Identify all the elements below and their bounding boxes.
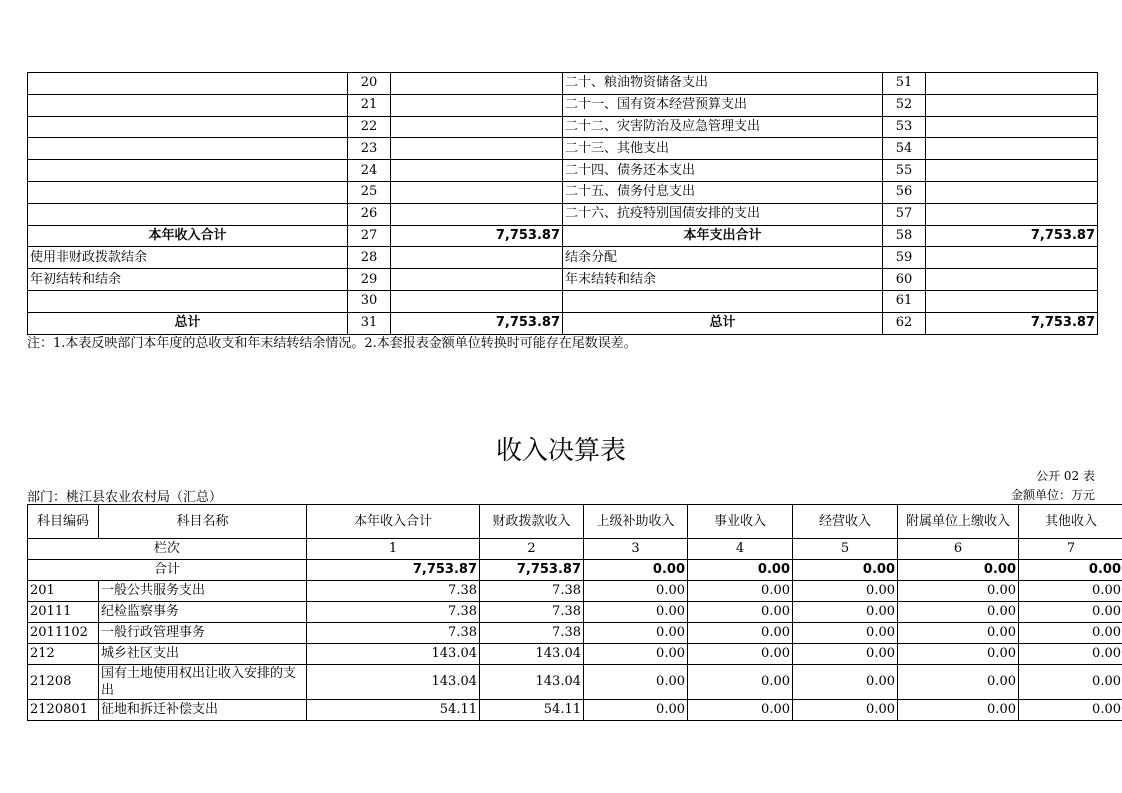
total-value: 0.00: [793, 560, 898, 581]
income-amount: [391, 116, 563, 138]
amount-cell: 143.04: [480, 665, 584, 700]
income-amount: [391, 138, 563, 160]
income-item-label: [28, 94, 348, 116]
amount-cell: 0.00: [898, 700, 1019, 721]
expense-row-number: 55: [883, 160, 926, 182]
amount-cell: 0.00: [898, 602, 1019, 623]
column-header: 上级补助收入: [584, 505, 688, 539]
income-row-number: 25: [348, 181, 391, 203]
expense-item-label: 二十四、债务还本支出: [563, 160, 883, 182]
income-table-body: [28, 505, 1122, 721]
amount-cell: 0.00: [688, 700, 793, 721]
expense-item-label: 二十六、抗疫特别国债安排的支出: [563, 203, 883, 225]
amount-cell: 0.00: [793, 623, 898, 644]
column-number: 7: [1019, 539, 1122, 560]
total-row: [28, 560, 1122, 581]
table-row: [28, 290, 1098, 312]
subject-name: 城乡社区支出: [99, 644, 307, 665]
expense-row-number: 60: [883, 269, 926, 291]
table-note: 注：1.本表反映部门本年度的总收支和年末结转结余情况。2.本套报表金额单位转换时可能存在尾数误差。: [27, 336, 637, 351]
income-item-label: [28, 73, 348, 95]
amount-cell: 0.00: [793, 665, 898, 700]
income-amount: [391, 290, 563, 312]
expense-row-number: 53: [883, 116, 926, 138]
table-row: [28, 225, 1098, 247]
table-row: [28, 73, 1098, 95]
amount-cell: 0.00: [898, 623, 1019, 644]
subject-name: 国有土地使用权出让收入安排的支出: [99, 665, 307, 700]
amount-cell: 0.00: [1019, 602, 1122, 623]
total-label: 合计: [28, 560, 307, 581]
table-code: 公开 02 表: [1036, 469, 1095, 483]
expense-amount: 7,753.87: [926, 225, 1098, 247]
total-value: 0.00: [584, 560, 688, 581]
income-row-number: 27: [348, 225, 391, 247]
amount-cell: 0.00: [898, 581, 1019, 602]
subject-code: 212: [28, 644, 99, 665]
income-item-label: 总计: [28, 312, 348, 334]
income-amount: [391, 181, 563, 203]
column-header: 经营收入: [793, 505, 898, 539]
expense-row-number: 62: [883, 312, 926, 334]
amount-cell: 7.38: [307, 602, 480, 623]
expense-amount: [926, 116, 1098, 138]
amount-cell: 0.00: [1019, 581, 1122, 602]
amount-cell: 143.04: [307, 644, 480, 665]
total-value: 0.00: [1019, 560, 1122, 581]
column-header: 本年收入合计: [307, 505, 480, 539]
expense-amount: [926, 94, 1098, 116]
table-row: [28, 581, 1122, 602]
income-item-label: [28, 290, 348, 312]
income-amount: [391, 73, 563, 95]
expense-amount: [926, 73, 1098, 95]
subject-code: 21208: [28, 665, 99, 700]
income-row-number: 31: [348, 312, 391, 334]
amount-unit-label: 金额单位：万元: [1010, 488, 1095, 502]
table-row: [28, 700, 1122, 721]
column-number-label: 栏次: [28, 539, 307, 560]
income-item-label: [28, 138, 348, 160]
column-header: 财政拨款收入: [480, 505, 584, 539]
column-number-row: [28, 539, 1122, 560]
amount-cell: 0.00: [688, 623, 793, 644]
table-row: [28, 247, 1098, 269]
expense-row-number: 54: [883, 138, 926, 160]
expense-amount: [926, 290, 1098, 312]
table-row: [28, 203, 1098, 225]
expense-amount: [926, 138, 1098, 160]
amount-cell: 0.00: [898, 665, 1019, 700]
income-row-number: 21: [348, 94, 391, 116]
expense-item-label: 本年支出合计: [563, 225, 883, 247]
amount-cell: 7.38: [480, 602, 584, 623]
amount-cell: 0.00: [793, 644, 898, 665]
income-final-accounts-table: [27, 504, 1122, 721]
amount-cell: 54.11: [480, 700, 584, 721]
amount-cell: 0.00: [584, 665, 688, 700]
income-amount: [391, 160, 563, 182]
amount-cell: 143.04: [307, 665, 480, 700]
expense-row-number: 57: [883, 203, 926, 225]
income-row-number: 24: [348, 160, 391, 182]
income-item-label: [28, 160, 348, 182]
amount-cell: 0.00: [793, 602, 898, 623]
column-header: 科目编码: [28, 505, 99, 539]
income-row-number: 26: [348, 203, 391, 225]
column-header: 附属单位上缴收入: [898, 505, 1019, 539]
income-row-number: 23: [348, 138, 391, 160]
expense-amount: [926, 203, 1098, 225]
expense-row-number: 51: [883, 73, 926, 95]
expense-amount: [926, 181, 1098, 203]
amount-cell: 7.38: [307, 581, 480, 602]
expense-item-label: 年末结转和结余: [563, 269, 883, 291]
income-expense-summary-table: [27, 72, 1098, 335]
income-amount: [391, 94, 563, 116]
department-label: 部门：桃江县农业农村局（汇总）: [27, 490, 223, 505]
subject-name: 纪检监察事务: [99, 602, 307, 623]
total-value: 0.00: [688, 560, 793, 581]
amount-cell: 0.00: [584, 623, 688, 644]
expense-amount: [926, 247, 1098, 269]
income-row-number: 30: [348, 290, 391, 312]
amount-cell: 54.11: [307, 700, 480, 721]
table-row: [28, 602, 1122, 623]
table-row: [28, 138, 1098, 160]
amount-cell: 7.38: [480, 623, 584, 644]
column-number: 2: [480, 539, 584, 560]
column-number: 1: [307, 539, 480, 560]
table-row: [28, 94, 1098, 116]
amount-cell: 0.00: [688, 602, 793, 623]
summary-table-body: [28, 73, 1098, 335]
amount-cell: 0.00: [793, 581, 898, 602]
expense-item-label: 二十二、灾害防治及应急管理支出: [563, 116, 883, 138]
column-header: 其他收入: [1019, 505, 1122, 539]
column-number: 3: [584, 539, 688, 560]
table-row: [28, 665, 1122, 700]
subject-name: 征地和拆迁补偿支出: [99, 700, 307, 721]
amount-cell: 0.00: [1019, 700, 1122, 721]
expense-amount: [926, 160, 1098, 182]
column-header: 科目名称: [99, 505, 307, 539]
income-amount: 7,753.87: [391, 225, 563, 247]
column-number: 6: [898, 539, 1019, 560]
income-item-label: 本年收入合计: [28, 225, 348, 247]
amount-cell: 0.00: [898, 644, 1019, 665]
amount-cell: 0.00: [688, 644, 793, 665]
total-value: 7,753.87: [480, 560, 584, 581]
subject-code: 20111: [28, 602, 99, 623]
subject-code: 2120801: [28, 700, 99, 721]
amount-cell: 0.00: [584, 644, 688, 665]
table-row: [28, 312, 1098, 334]
income-item-label: 年初结转和结余: [28, 269, 348, 291]
expense-amount: [926, 269, 1098, 291]
expense-amount: 7,753.87: [926, 312, 1098, 334]
subject-code: 2011102: [28, 623, 99, 644]
expense-item-label: [563, 290, 883, 312]
income-item-label: [28, 203, 348, 225]
amount-cell: 0.00: [1019, 665, 1122, 700]
page-title: 收入决算表: [495, 436, 626, 466]
amount-cell: 0.00: [584, 581, 688, 602]
column-header: 事业收入: [688, 505, 793, 539]
amount-cell: 7.38: [307, 623, 480, 644]
table-row: [28, 644, 1122, 665]
amount-cell: 0.00: [688, 581, 793, 602]
income-row-number: 29: [348, 269, 391, 291]
total-value: 7,753.87: [307, 560, 480, 581]
subject-name: 一般公共服务支出: [99, 581, 307, 602]
subject-code: 201: [28, 581, 99, 602]
income-amount: [391, 247, 563, 269]
amount-cell: 143.04: [480, 644, 584, 665]
expense-item-label: 二十三、其他支出: [563, 138, 883, 160]
income-row-number: 22: [348, 116, 391, 138]
expense-row-number: 52: [883, 94, 926, 116]
amount-cell: 0.00: [688, 665, 793, 700]
table-row: [28, 181, 1098, 203]
total-value: 0.00: [898, 560, 1019, 581]
income-item-label: [28, 116, 348, 138]
income-item-label: [28, 181, 348, 203]
amount-cell: 0.00: [1019, 644, 1122, 665]
amount-cell: 0.00: [1019, 623, 1122, 644]
income-item-label: 使用非财政拨款结余: [28, 247, 348, 269]
expense-item-label: 二十五、债务付息支出: [563, 181, 883, 203]
column-number: 4: [688, 539, 793, 560]
expense-item-label: 总计: [563, 312, 883, 334]
income-row-number: 20: [348, 73, 391, 95]
expense-item-label: 结余分配: [563, 247, 883, 269]
amount-cell: 0.00: [584, 602, 688, 623]
expense-row-number: 61: [883, 290, 926, 312]
expense-item-label: 二十、粮油物资储备支出: [563, 73, 883, 95]
amount-cell: 0.00: [793, 700, 898, 721]
subject-name: 一般行政管理事务: [99, 623, 307, 644]
table-row: [28, 623, 1122, 644]
income-row-number: 28: [348, 247, 391, 269]
income-amount: [391, 269, 563, 291]
expense-row-number: 56: [883, 181, 926, 203]
table-row: [28, 269, 1098, 291]
table-row: [28, 160, 1098, 182]
income-amount: 7,753.87: [391, 312, 563, 334]
expense-row-number: 59: [883, 247, 926, 269]
table-row: [28, 116, 1098, 138]
header-row: [28, 505, 1122, 539]
expense-row-number: 58: [883, 225, 926, 247]
amount-cell: 7.38: [480, 581, 584, 602]
expense-item-label: 二十一、国有资本经营预算支出: [563, 94, 883, 116]
amount-cell: 0.00: [584, 700, 688, 721]
income-amount: [391, 203, 563, 225]
column-number: 5: [793, 539, 898, 560]
